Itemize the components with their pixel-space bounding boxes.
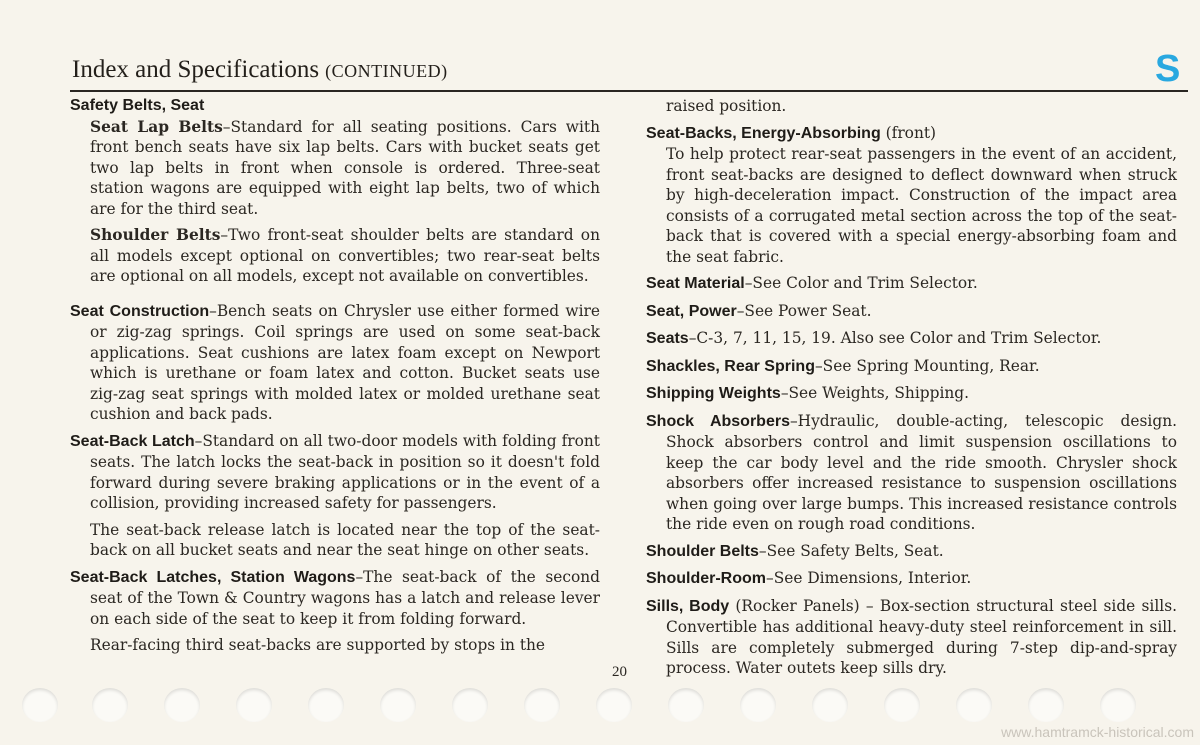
entry-text: – Box-section structural steel side sills. Convertible has additional heavy-duty steel reinforcement in sill. Sills are completely submerged during 7-step dip-and-spray process. Water outets keep sills dry. [666, 596, 1177, 677]
entry-shackles [646, 356, 1177, 378]
binder-hole [524, 688, 560, 722]
entry-text: –Bench seats on Chrysler use either formed wire or zig-zag springs. Coil springs are used on some seat-back applications. Seat cushions are latex foam except on Newport which is urethane or foam latex and cotton. Bucket seats use zig-zag seat springs with molded latex or molded urethane seat cushion and back pads. [90, 301, 600, 423]
entry-sills-body [646, 596, 1177, 679]
entry-heading-row [646, 123, 1177, 145]
page-number: 20 [612, 664, 627, 680]
section-letter-tab: S [1155, 48, 1181, 90]
entry-heading: Safety Belts, Seat [70, 97, 205, 114]
binder-hole [164, 688, 200, 722]
subentry-text: –Standard for all seating positions. Cars with front bench seats have six lap belts. Cars with bucket seats get two lap belts in front when console is ordered. Three-seat station wagons are equipped with eight lap belts, two of which are for the third seat. [90, 117, 600, 218]
entry-heading: Shipping Weights [646, 385, 781, 402]
subentry-heading: Seat Lap Belts [90, 117, 223, 136]
entry-heading: Seat, Power [646, 302, 737, 320]
entry-heading: Seat-Backs, Energy-Absorbing [646, 124, 881, 142]
binder-hole [380, 688, 416, 722]
right-column [646, 96, 1177, 685]
entry-heading: Seat-Back Latch [70, 432, 195, 450]
binder-hole [1028, 688, 1064, 722]
entry-heading: Seat-Back Latches, Station Wagons [70, 568, 356, 586]
binder-hole [92, 688, 128, 722]
entry-shock-absorbers [646, 411, 1177, 535]
binder-hole [884, 688, 920, 722]
binder-hole [22, 688, 58, 722]
left-column [70, 96, 600, 662]
binder-hole [668, 688, 704, 722]
page-title [72, 56, 448, 84]
entry-text: –See Spring Mounting, Rear. [814, 356, 1040, 375]
entry-seat-power [646, 301, 1177, 323]
binder-hole [308, 688, 344, 722]
entry-text: –See Dimensions, Interior. [766, 569, 972, 587]
entry-text: –Standard on all two-door models with folding front seats. The latch locks the seat-back in position so it doesn't fold forward during severe braking applications or in the event of a collision, providing increased safety for passengers. [90, 431, 600, 512]
entry-text: –The seat-back of the second seat of the Town & Country wagons has a latch and release lever on each side of the seat to keep it from folding forward. [90, 567, 601, 628]
entry-text: –See Power Seat. [736, 301, 872, 320]
entry-qualifier: (Rocker Panels) [729, 596, 860, 615]
entry-shipping-weights [646, 383, 1177, 405]
binder-hole [740, 688, 776, 722]
title-text: Index and Specifications [72, 56, 320, 83]
entry-safety-belts [70, 96, 600, 287]
entry-body: To help protect rear-seat passengers in the event of an accident, front seat-backs are designed to deflect downward when struck by high-deceleration impact. Construction of the impact area consists of a corrugated metal section across the top of the seat-back that is covered with a special energy-absorbing foam and the seat fabric. [666, 145, 1177, 266]
entry-paragraph: Rear-facing third seat-backs are supported by stops in the [90, 636, 546, 654]
continued-text: raised position. [666, 97, 787, 115]
entry-body [90, 225, 600, 287]
entry-shoulder-belts [646, 541, 1177, 563]
entry-heading: Seat Construction [70, 302, 210, 320]
entry-heading: Seats [646, 330, 689, 347]
entry-heading: Shackles, Rear Spring [646, 357, 815, 375]
binder-hole [812, 688, 848, 722]
binder-holes [0, 688, 1200, 728]
binder-hole [1100, 688, 1136, 722]
binder-hole [236, 688, 272, 722]
entry-shoulder-room [646, 568, 1177, 590]
binder-hole [956, 688, 992, 722]
entry-text: –See Safety Belts, Seat. [758, 541, 944, 560]
subentry-heading: Shoulder Belts [90, 226, 221, 244]
entry-paragraph: The seat-back release latch is located near the top of the seat-back on all bucket seats and near the seat hinge on other seats. [90, 520, 600, 559]
entry-text: –See Weights, Shipping. [780, 384, 970, 402]
entry-body [90, 117, 600, 220]
entry-heading: Sills, Body [646, 597, 730, 615]
entry-seat-backs-energy [646, 123, 1177, 268]
source-watermark: www.hamtramck-historical.com [1001, 724, 1194, 740]
entry-heading: Shoulder-Room [646, 570, 766, 587]
entry-heading: Shock Absorbers [646, 412, 790, 430]
entry-seat-material [646, 273, 1177, 295]
entry-heading: Shoulder Belts [646, 542, 759, 560]
entry-seat-construction [70, 301, 600, 425]
entry-text: –C-3, 7, 11, 15, 19. Also see Color and Trim Selector. [688, 329, 1102, 347]
entry-seat-back-latches-wagons [70, 567, 600, 630]
title-continued: (CONTINUED) [325, 61, 448, 81]
header-divider [70, 90, 1188, 92]
binder-hole [596, 688, 632, 722]
entry-seats [646, 328, 1177, 350]
entry-text: –See Color and Trim Selector. [744, 274, 978, 292]
binder-hole [452, 688, 488, 722]
entry-heading: Seat Material [646, 275, 745, 292]
subentry-text: –Two front-seat shoulder belts are standard on all models except optional on convertibles; two rear-seat belts are optional on all models, except not available on convertibles. [90, 226, 600, 285]
entry-text: –Hydraulic, double-acting, telescopic design. Shock absorbers control and limit suspension oscillations to keep the car body level and the ride smooth. Chrysler shock absorbers offer increased resistance to suspension oscillations when going over large bumps. This increased resistance controls the ride even on rough road conditions. [666, 411, 1177, 533]
entry-qualifier: (front) [880, 123, 937, 142]
entry-seat-back-latch [70, 431, 600, 514]
